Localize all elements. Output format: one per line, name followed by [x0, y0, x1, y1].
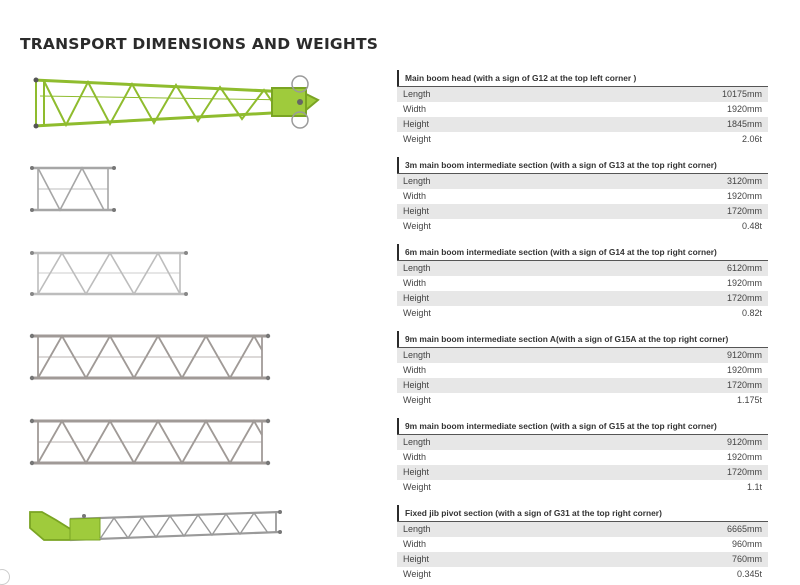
spec-section-3m	[397, 157, 768, 234]
section-heading: 9m main boom intermediate section A(with a sign of G15A at the top right corner)	[397, 331, 768, 347]
page-title: TRANSPORT DIMENSIONS AND WEIGHTS	[20, 35, 379, 53]
spec-row-width	[397, 189, 768, 204]
spec-row-length	[397, 87, 768, 102]
spec-rows	[397, 173, 768, 234]
spec-tables	[397, 70, 768, 582]
row-label: Weight	[403, 569, 431, 579]
section-3m-drawing	[30, 166, 116, 212]
spec-rows	[397, 521, 768, 582]
spec-row-weight	[397, 567, 768, 582]
row-value: 1.1t	[746, 482, 762, 492]
row-label: Weight	[403, 308, 431, 318]
spec-rows	[397, 260, 768, 321]
spec-row-weight	[397, 132, 768, 147]
row-value: 3120mm	[726, 176, 762, 186]
spec-row-height	[397, 117, 768, 132]
spec-row-length	[397, 522, 768, 537]
section-9m-drawing	[30, 419, 270, 465]
main-boom-head-drawing	[34, 76, 319, 129]
spec-row-length	[397, 435, 768, 450]
row-value: 960mm	[731, 539, 762, 549]
section-heading: 9m main boom intermediate section (with a sign of G15 at the top right corner)	[397, 418, 768, 434]
spec-row-weight	[397, 393, 768, 408]
row-label: Height	[403, 380, 430, 390]
row-value: 9120mm	[726, 437, 762, 447]
row-label: Height	[403, 467, 430, 477]
row-value: 0.48t	[741, 221, 762, 231]
row-label: Height	[403, 119, 430, 129]
spec-row-width	[397, 450, 768, 465]
row-value: 0.345t	[736, 569, 762, 579]
spec-row-weight	[397, 306, 768, 321]
row-label: Width	[403, 191, 427, 201]
row-label: Length	[403, 263, 431, 273]
spec-section-fixed-jib-pivot	[397, 505, 768, 582]
spec-row-weight	[397, 219, 768, 234]
row-label: Height	[403, 554, 430, 564]
row-value: 2.06t	[741, 134, 762, 144]
row-label: Weight	[403, 395, 431, 405]
spec-section-9m	[397, 418, 768, 495]
row-value: 6665mm	[726, 524, 762, 534]
spec-rows	[397, 86, 768, 147]
row-label: Length	[403, 350, 431, 360]
spec-section-9m-a	[397, 331, 768, 408]
row-value: 1.175t	[736, 395, 762, 405]
page-corner-mark	[0, 569, 10, 585]
row-label: Weight	[403, 482, 431, 492]
row-label: Length	[403, 437, 431, 447]
row-label: Length	[403, 524, 431, 534]
section-heading: 6m main boom intermediate section (with a sign of G14 at the top right corner)	[397, 244, 768, 260]
fixed-jib-pivot-drawing	[30, 510, 282, 540]
spec-row-width	[397, 276, 768, 291]
row-value: 1920mm	[726, 365, 762, 375]
row-value: 1920mm	[726, 278, 762, 288]
row-label: Width	[403, 104, 427, 114]
row-value: 1920mm	[726, 452, 762, 462]
spec-row-height	[397, 465, 768, 480]
spec-row-width	[397, 537, 768, 552]
section-heading: Fixed jib pivot section (with a sign of G31 at the top right corner)	[397, 505, 768, 521]
row-value: 10175mm	[721, 89, 762, 99]
spec-row-height	[397, 291, 768, 306]
spec-row-height	[397, 204, 768, 219]
row-label: Length	[403, 176, 431, 186]
row-label: Width	[403, 452, 427, 462]
row-label: Weight	[403, 134, 431, 144]
spec-row-length	[397, 174, 768, 189]
row-label: Height	[403, 206, 430, 216]
row-value: 0.82t	[741, 308, 762, 318]
row-label: Width	[403, 278, 427, 288]
row-value: 1720mm	[726, 467, 762, 477]
spec-rows	[397, 434, 768, 495]
row-label: Width	[403, 539, 427, 549]
spec-row-height	[397, 378, 768, 393]
spec-row-height	[397, 552, 768, 567]
row-value: 9120mm	[726, 350, 762, 360]
spec-row-length	[397, 261, 768, 276]
row-value: 6120mm	[726, 263, 762, 273]
spec-rows	[397, 347, 768, 408]
spec-row-width	[397, 102, 768, 117]
section-6m-drawing	[30, 251, 188, 296]
spec-row-length	[397, 348, 768, 363]
row-label: Weight	[403, 221, 431, 231]
row-value: 760mm	[731, 554, 762, 564]
row-value: 1720mm	[726, 293, 762, 303]
row-value: 1920mm	[726, 104, 762, 114]
spec-row-weight	[397, 480, 768, 495]
row-value: 1720mm	[726, 206, 762, 216]
section-heading: 3m main boom intermediate section (with a sign of G13 at the top right corner)	[397, 157, 768, 173]
row-label: Width	[403, 365, 427, 375]
row-value: 1720mm	[726, 380, 762, 390]
spec-section-6m	[397, 244, 768, 321]
row-value: 1845mm	[726, 119, 762, 129]
row-label: Length	[403, 89, 431, 99]
section-9m-a-drawing	[30, 334, 270, 380]
spec-section-main-boom-head	[397, 70, 768, 147]
section-heading: Main boom head (with a sign of G12 at the top left corner )	[397, 70, 768, 86]
spec-row-width	[397, 363, 768, 378]
row-label: Height	[403, 293, 430, 303]
row-value: 1920mm	[726, 191, 762, 201]
